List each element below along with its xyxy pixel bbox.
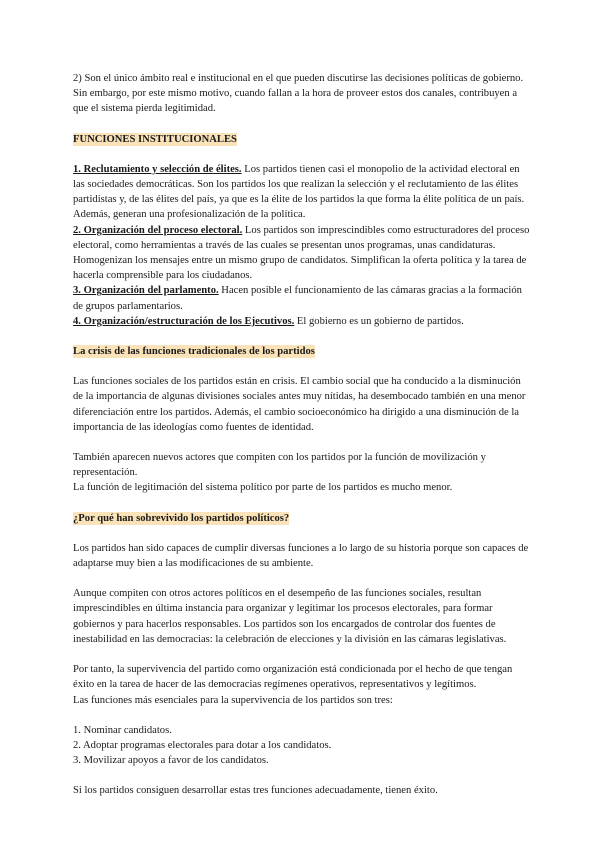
list-item: 1. Nominar candidatos.	[73, 724, 172, 736]
function-item-text: Hacen posible el funcionamiento de las cámaras gracias a la formación de grupos parlamentarios.	[73, 285, 522, 312]
function-item-text: Los partidos son imprescindibles como estructuradores del proceso electoral, como herramientas a través de las cuales se presentan unos programas, unas candidaturas. Homogenizan los mensajes entre un mismo grupo de candidatos. Simplifican la oferta política y la tarea de hacerla comprensible para los ciudadanos.	[73, 224, 530, 282]
section-heading-institutional	[73, 132, 533, 147]
function-item-title: 1. Reclutamiento y selección de élites.	[73, 163, 242, 175]
list-item: 2. Adoptar programas electorales para dotar a los candidatos.	[73, 739, 332, 751]
crisis-paragraph-2b: La función de legitimación del sistema político por parte de los partidos es mucho menor.	[73, 482, 453, 494]
function-item-2	[73, 223, 533, 284]
function-item-4	[73, 314, 533, 329]
function-item-title: 3. Organización del parlamento.	[73, 285, 219, 297]
function-item-1	[73, 162, 533, 223]
survival-paragraph-2: Aunque compiten con otros actores políticos en el desempeño de las funciones sociales, resultan imprescindibles en última instancia para organizar y legitimar los procesos electorales, para formar gobiernos y para hacerlos responsables. Los partidos son los encargados de controlar dos fuentes de inestabilidad en las democracias: la celebración de elecciones y la división en las cámaras legislativas.	[73, 588, 507, 645]
survival-paragraph-1: Los partidos han sido capaces de cumplir diversas funciones a lo largo de su historia porque son capaces de adaptarse muy bien a las modificaciones de su ambiente.	[73, 542, 529, 570]
closing-paragraph: Si los partidos consiguen desarrollar estas tres funciones adecuadamente, tienen éxito.	[73, 785, 438, 797]
list-item: 3. Movilizar apoyos a favor de los candidatos.	[73, 755, 269, 767]
section-heading-crisis	[73, 344, 533, 359]
function-item-text: El gobierno es un gobierno de partidos.	[294, 315, 464, 327]
crisis-paragraph-1: Las funciones sociales de los partidos están en crisis. El cambio social que ha conducido a la disminución de la importancia de algunas divisiones sociales antes muy nítidas, ha desembocado también en una menor diferenciación entre los partidos. Además, el cambio socioeconómico ha dirigido a una disminución de la importancia de las ideologías como fuentes de identidad.	[73, 376, 526, 433]
function-item-3	[73, 283, 533, 313]
heading-highlight: La crisis de las funciones tradicionales de los partidos	[73, 346, 315, 358]
heading-highlight: FUNCIONES INSTITUCIONALES	[73, 133, 237, 145]
survival-paragraph-3b: Las funciones más esenciales para la supervivencia de los partidos son tres:	[73, 694, 393, 706]
intro-paragraph: 2) Son el único ámbito real e institucional en el que pueden discutirse las decisiones políticas de gobierno. Sin embargo, por este mismo motivo, cuando fallan a la hora de proveer estos dos canales, contribuyen a que el sistema pierda legitimidad.	[73, 73, 524, 115]
function-item-text: Los partidos tienen casi el monopolio de la actividad electoral en las sociedades democráticas. Son los partidos los que realizan la selección y el reclutamiento de las élites partidistas y, de las élites del país, ya que es la élite de los partidos la que forma la élite política de un país. Además, generan una profesionalización de la política.	[73, 163, 525, 221]
function-item-title: 2. Organización del proceso electoral.	[73, 224, 243, 236]
section-heading-survival	[73, 511, 533, 526]
survival-paragraph-3a: Por tanto, la supervivencia del partido como organización está condicionada por el hecho de que tengan éxito en la tarea de hacer de las democracias regímenes operativos, representativos y legítimos.	[73, 664, 513, 691]
crisis-paragraph-2a: También aparecen nuevos actores que compiten con los partidos por la función de movilización y representación.	[73, 452, 486, 479]
heading-highlight: ¿Por qué han sobrevivido los partidos políticos?	[73, 512, 290, 524]
document-page	[73, 71, 533, 799]
essential-functions-list	[73, 723, 533, 769]
function-item-title: 4. Organización/estructuración de los Ejecutivos.	[73, 315, 295, 327]
